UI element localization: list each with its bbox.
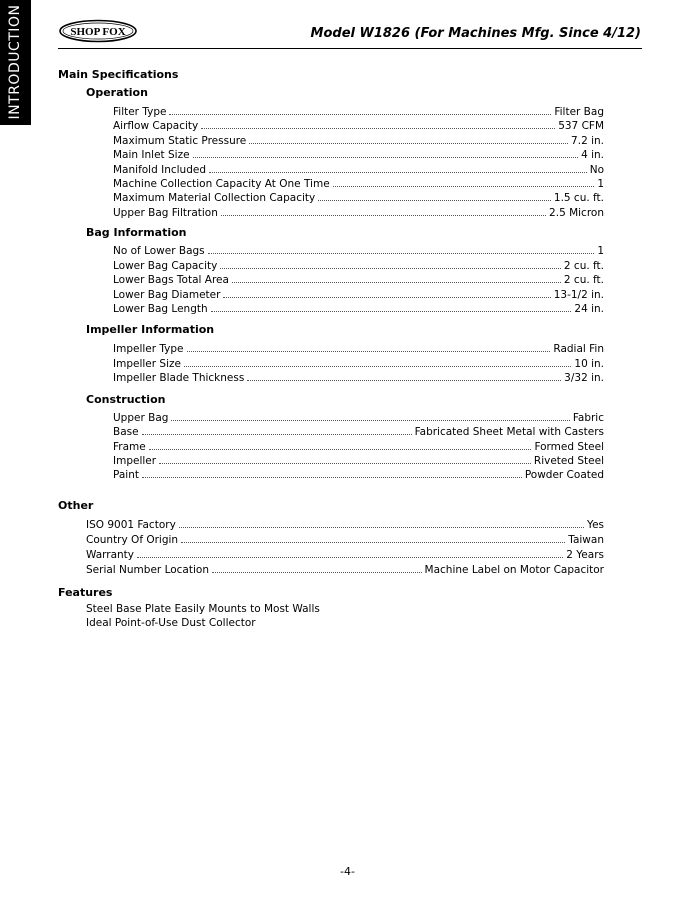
section-tab [0, 0, 31, 125]
spec-row [113, 467, 604, 481]
spec-row [113, 118, 604, 132]
dot-leader [212, 562, 422, 573]
spec-row [86, 532, 604, 546]
dot-leader [232, 272, 561, 283]
shop-fox-logo [58, 19, 138, 43]
dot-leader [201, 118, 555, 129]
other-heading: Other [58, 499, 94, 512]
spec-label: Lower Bag Length [113, 303, 208, 315]
spec-label: Lower Bags Total Area [113, 274, 229, 286]
feature-item: Steel Base Plate Easily Mounts to Most Walls [86, 603, 320, 615]
spec-row [113, 104, 604, 118]
spec-row [113, 243, 604, 257]
dot-leader [220, 258, 561, 269]
dot-leader [137, 547, 563, 558]
spec-value: 24 in. [574, 303, 604, 315]
dot-leader [179, 517, 584, 528]
spec-value: 537 CFM [558, 120, 604, 133]
spec-label: Country Of Origin [86, 534, 179, 546]
spec-row [113, 356, 604, 370]
spec-row [113, 287, 604, 301]
spec-row [113, 453, 604, 467]
construction-heading: Construction [86, 393, 166, 406]
spec-row [86, 547, 604, 561]
document-title: Model W1826 (For Machines Mfg. Since 4/12) [310, 26, 641, 41]
main-specs-heading: Main Specifications [58, 68, 179, 81]
spec-label: Impeller [113, 454, 157, 467]
page-number: -4- [340, 865, 355, 878]
dot-leader [223, 287, 550, 298]
logo-text: SHOP FOX [70, 26, 126, 38]
spec-value: 3/32 in. [564, 372, 604, 384]
spec-row [113, 370, 604, 384]
spec-row [113, 162, 604, 176]
spec-label: Lower Bag Capacity [113, 259, 218, 272]
spec-label: ISO 9001 Factory [86, 519, 176, 531]
operation-heading: Operation [86, 86, 148, 99]
spec-label: Upper Bag Filtration [113, 206, 218, 219]
section-tab-label: INTRODUCTION [7, 4, 23, 120]
spec-value: Yes [587, 519, 604, 531]
spec-label: Warranty [86, 549, 135, 561]
spec-row [113, 301, 604, 315]
spec-label: Maximum Static Pressure [113, 134, 247, 147]
dot-leader [221, 205, 546, 216]
spec-value: 7.2 in. [571, 134, 604, 147]
dot-leader [159, 453, 531, 464]
dot-leader [181, 532, 565, 543]
dot-leader [193, 147, 579, 158]
spec-label: Main Inlet Size [113, 149, 190, 162]
impeller-heading: Impeller Information [86, 323, 215, 336]
spec-value: Machine Label on Motor Capacitor [424, 564, 604, 576]
dot-leader [209, 162, 587, 173]
spec-label: Machine Collection Capacity At One Time [113, 178, 330, 190]
bag-heading: Bag Information [86, 226, 187, 239]
spec-row [113, 176, 604, 190]
spec-row [113, 439, 604, 453]
spec-value: 1 [597, 245, 604, 257]
spec-row [113, 341, 604, 355]
spec-label: Filter Type [113, 106, 167, 118]
spec-value: Fabric [572, 412, 604, 424]
spec-value: 2.5 Micron [549, 206, 604, 219]
spec-value: Formed Steel [534, 440, 604, 453]
features-heading: Features [58, 586, 113, 599]
spec-label: Airflow Capacity [113, 120, 199, 133]
dot-leader [184, 356, 571, 367]
spec-value: Taiwan [568, 534, 604, 546]
spec-value: 13-1/2 in. [553, 288, 604, 301]
spec-value: Fabricated Sheet Metal with Casters [414, 426, 604, 439]
dot-leader [249, 133, 568, 144]
dot-leader [171, 410, 569, 421]
spec-value: 1 [597, 178, 604, 190]
spec-label: Maximum Material Collection Capacity [113, 192, 316, 205]
spec-value: Riveted Steel [533, 454, 604, 467]
dot-leader [211, 301, 572, 312]
spec-value: Powder Coated [524, 469, 604, 482]
spec-row [113, 133, 604, 147]
spec-label: Base [113, 426, 139, 439]
spec-label: No of Lower Bags [113, 245, 205, 257]
dot-leader [318, 190, 551, 201]
spec-label: Impeller Blade Thickness [113, 372, 245, 384]
spec-value: 2 cu. ft. [563, 259, 604, 272]
spec-value: 2 cu. ft. [563, 274, 604, 286]
spec-label: Upper Bag [113, 412, 169, 424]
spec-label: Frame [113, 440, 146, 453]
spec-row [113, 424, 604, 438]
dot-leader [333, 176, 595, 187]
feature-item: Ideal Point-of-Use Dust Collector [86, 617, 256, 629]
spec-row [113, 205, 604, 219]
spec-value: Radial Fin [553, 343, 604, 355]
dot-leader [142, 467, 522, 478]
spec-value: 1.5 cu. ft. [553, 192, 604, 205]
spec-label: Serial Number Location [86, 564, 209, 576]
spec-value: 2 Years [566, 549, 604, 561]
spec-row [113, 410, 604, 424]
dot-leader [142, 424, 412, 435]
spec-label: Paint [113, 469, 139, 482]
dot-leader [169, 104, 551, 115]
header-rule [58, 48, 642, 49]
dot-leader [187, 341, 551, 352]
spec-row [113, 272, 604, 286]
spec-value: Filter Bag [554, 106, 604, 118]
spec-label: Impeller Type [113, 343, 184, 355]
dot-leader [247, 370, 561, 381]
spec-label: Impeller Size [113, 357, 181, 370]
spec-label: Lower Bag Diameter [113, 288, 221, 301]
spec-row [86, 562, 604, 576]
spec-label: Manifold Included [113, 163, 206, 176]
dot-leader [208, 243, 595, 254]
spec-row [113, 147, 604, 161]
spec-row [113, 190, 604, 204]
dot-leader [149, 439, 532, 450]
spec-value: 10 in. [574, 357, 604, 370]
spec-row [86, 517, 604, 531]
spec-value: 4 in. [581, 149, 604, 162]
spec-value: No [589, 163, 604, 176]
spec-row [113, 258, 604, 272]
